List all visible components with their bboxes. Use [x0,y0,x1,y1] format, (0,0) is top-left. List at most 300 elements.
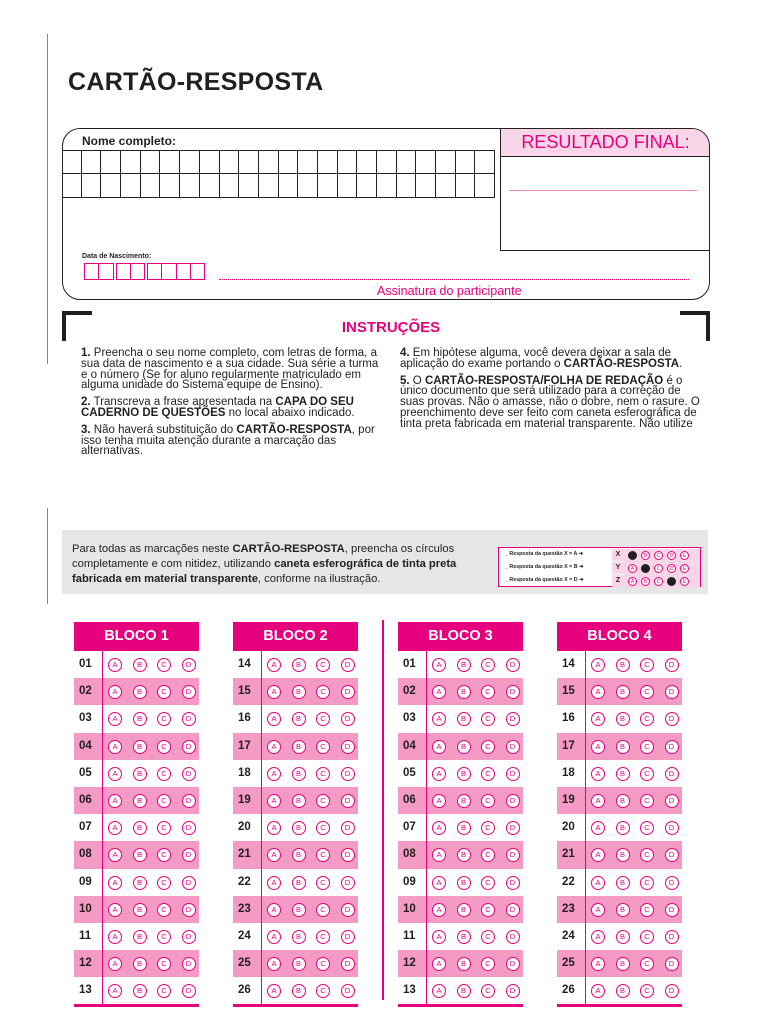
answer-bubble[interactable]: D [341,903,355,917]
answer-bubble[interactable]: A [591,930,605,944]
answer-bubble[interactable]: B [292,767,306,781]
answer-bubble[interactable]: C [481,957,495,971]
answer-bubble[interactable]: C [640,930,654,944]
question-number: 24 [238,929,251,942]
answer-bubble[interactable]: C [640,957,654,971]
answer-bubble[interactable]: A [591,848,605,862]
answer-bubble[interactable]: B [457,794,471,808]
name-cell[interactable] [239,150,259,174]
answer-bubble[interactable]: D [665,685,679,699]
answer-bubble[interactable]: C [316,685,330,699]
answer-bubble[interactable]: B [616,848,630,862]
answer-bubble[interactable]: D [341,930,355,944]
answer-bubble[interactable]: D [665,794,679,808]
name-cell[interactable] [220,174,240,198]
answer-bubble[interactable]: A [267,957,281,971]
answer-bubble[interactable]: D [665,984,679,998]
answer-bubble[interactable]: B [616,930,630,944]
answer-bubble[interactable]: D [665,740,679,754]
answer-bubble[interactable]: D [665,903,679,917]
answer-bubble[interactable]: B [457,903,471,917]
question-number: 09 [79,875,92,888]
answer-bubble[interactable]: C [640,658,654,672]
answer-bubble[interactable]: A [432,903,446,917]
question-row [557,678,682,705]
name-cell[interactable] [456,174,476,198]
answer-bubble[interactable]: A [267,876,281,890]
answer-bubble[interactable]: A [591,821,605,835]
name-cell[interactable] [82,150,102,174]
question-number: 16 [562,712,575,725]
name-cell[interactable] [397,174,417,198]
answer-bubble[interactable]: D [506,848,520,862]
answer-bubble[interactable]: D [506,984,520,998]
answer-bubble[interactable]: D [506,767,520,781]
answer-bubble[interactable]: B [616,821,630,835]
answer-bubble[interactable]: D [341,712,355,726]
answer-bubble[interactable]: C [640,685,654,699]
name-cell[interactable] [377,150,397,174]
name-cell[interactable] [298,174,318,198]
answer-bubble[interactable]: B [616,685,630,699]
instructions-right [400,348,705,436]
name-cell[interactable] [436,174,456,198]
answer-bubble[interactable]: D [182,794,196,808]
answer-bubble[interactable]: C [157,903,171,917]
answer-bubble[interactable]: A [591,876,605,890]
answer-bubble[interactable]: C [481,794,495,808]
question-row [233,733,358,760]
answer-bubble[interactable]: A [267,685,281,699]
answer-bubble[interactable]: C [640,712,654,726]
answer-bubble[interactable]: D [506,685,520,699]
example-bubble: E [680,564,689,573]
question-number: 05 [79,766,92,779]
answer-bubble[interactable]: B [457,712,471,726]
answer-bubble[interactable]: C [481,685,495,699]
answer-bubble[interactable]: D [182,903,196,917]
answer-bubble[interactable]: A [267,984,281,998]
name-cell[interactable] [318,150,338,174]
answer-bubble[interactable]: D [665,767,679,781]
answer-bubble[interactable]: C [481,740,495,754]
answer-bubble[interactable]: B [457,848,471,862]
answer-bubble[interactable]: D [665,821,679,835]
dob-grid[interactable] [84,263,204,280]
answer-bubble[interactable]: C [157,848,171,862]
answer-bubble[interactable]: C [157,740,171,754]
question-row [233,841,358,868]
answer-bubble[interactable]: D [341,848,355,862]
answer-bubble[interactable]: D [182,930,196,944]
question-number: 04 [79,739,92,752]
answer-bubble[interactable]: A [108,740,122,754]
answer-bubble[interactable]: B [616,767,630,781]
answer-bubble[interactable]: A [267,821,281,835]
name-cell[interactable] [279,174,299,198]
answer-bubble[interactable]: B [616,876,630,890]
name-cell[interactable] [220,150,240,174]
answer-bubble[interactable]: C [316,957,330,971]
answer-bubble[interactable]: A [108,685,122,699]
dob-cell[interactable] [84,263,99,280]
answer-bubble[interactable]: A [108,984,122,998]
answer-bubble[interactable]: B [133,794,147,808]
answer-bubble[interactable]: B [292,930,306,944]
answer-bubble[interactable]: D [341,821,355,835]
answer-bubble[interactable]: C [157,957,171,971]
signature-line[interactable] [219,279,689,280]
answer-bubble[interactable]: D [665,658,679,672]
answer-bubble[interactable]: D [341,740,355,754]
answer-bubble[interactable]: C [640,876,654,890]
answer-bubble[interactable]: C [316,767,330,781]
answer-bubble[interactable]: C [640,848,654,862]
answer-bubble[interactable]: C [481,848,495,862]
answer-bubble[interactable]: B [616,957,630,971]
name-cell[interactable] [141,150,161,174]
answer-bubble[interactable]: A [267,740,281,754]
answer-bubble[interactable]: A [108,767,122,781]
answer-bubble[interactable]: D [182,658,196,672]
answer-bubble[interactable]: A [432,794,446,808]
name-cell[interactable] [180,174,200,198]
answer-bubble[interactable]: C [157,767,171,781]
name-cell[interactable] [475,150,495,174]
dob-cell[interactable] [147,263,162,280]
name-cell[interactable] [101,150,121,174]
answer-bubble[interactable]: B [133,712,147,726]
name-cell[interactable] [456,150,476,174]
name-cell[interactable] [338,174,358,198]
name-cell[interactable] [377,174,397,198]
question-number: 16 [238,712,251,725]
name-cell[interactable] [200,174,220,198]
answer-bubble[interactable]: B [133,957,147,971]
question-row [74,651,199,678]
answer-bubble[interactable]: B [292,740,306,754]
dob-cell[interactable] [176,263,191,280]
answer-bubble[interactable]: A [432,876,446,890]
answer-bubble[interactable]: A [267,848,281,862]
answer-bubble[interactable]: A [432,957,446,971]
name-cell[interactable] [436,150,456,174]
answer-bubble[interactable]: D [506,794,520,808]
answer-bubble[interactable]: C [481,930,495,944]
result-line[interactable] [509,190,697,191]
answer-bubble[interactable]: B [457,957,471,971]
question-row [398,977,523,1004]
answer-bubble[interactable]: B [292,876,306,890]
answer-bubble[interactable]: C [316,658,330,672]
answer-bubble[interactable]: C [481,903,495,917]
signature-label: Assinatura do participante [377,284,522,298]
answer-bubble[interactable]: D [665,876,679,890]
answer-bubble[interactable]: B [616,712,630,726]
name-cell[interactable] [62,150,82,174]
answer-bubble[interactable]: D [506,930,520,944]
answer-bubble[interactable]: D [506,821,520,835]
answer-bubble[interactable]: A [267,712,281,726]
answer-bubble[interactable]: C [316,848,330,862]
answer-bubble[interactable]: D [182,740,196,754]
margin-line [47,508,48,604]
name-cell[interactable] [82,174,102,198]
answer-bubble[interactable]: D [341,767,355,781]
answer-bubble[interactable]: C [157,876,171,890]
question-number: 20 [562,821,575,834]
answer-bubble[interactable]: D [341,794,355,808]
answer-bubble[interactable]: C [157,930,171,944]
answer-bubble[interactable]: A [591,903,605,917]
question-row [398,678,523,705]
answer-bubble[interactable]: A [591,740,605,754]
answer-bubble[interactable]: A [591,767,605,781]
answer-bubble[interactable]: B [457,930,471,944]
answer-bubble[interactable]: D [665,712,679,726]
question-number: 09 [403,875,416,888]
answer-bubble[interactable]: B [133,930,147,944]
name-cell[interactable] [62,174,82,198]
question-row [398,651,523,678]
answer-bubble[interactable]: C [157,712,171,726]
answer-bubble[interactable]: B [292,821,306,835]
example-row [499,575,700,588]
name-cell[interactable] [357,174,377,198]
answer-bubble[interactable]: D [341,984,355,998]
name-cell[interactable] [279,150,299,174]
answer-bubble[interactable]: A [591,984,605,998]
answer-bubble[interactable]: C [481,876,495,890]
answer-bubble[interactable]: C [316,740,330,754]
answer-bubble[interactable]: B [292,685,306,699]
dob-label: Data de Nascimento: [82,253,152,260]
answer-bubble[interactable]: A [591,794,605,808]
name-cell[interactable] [259,150,279,174]
answer-bubble[interactable]: A [432,930,446,944]
name-grid[interactable] [62,150,495,198]
note-text: Para todas as marcações neste CARTÃO-RESPOSTA, preencha os círculos completamente e com nitidez, utilizando caneta esferográfica de tinta preta fabricada em material transparente, conforme na ilustração. [72,543,457,585]
answer-bubble[interactable]: B [292,848,306,862]
answer-bubble[interactable]: B [292,658,306,672]
dob-cell[interactable] [130,263,145,280]
answer-bubble[interactable]: B [457,740,471,754]
answer-bubble[interactable]: A [108,957,122,971]
answer-bubble[interactable]: D [506,957,520,971]
name-cell[interactable] [416,174,436,198]
answer-bubble[interactable]: D [182,712,196,726]
answer-bubble[interactable]: D [506,658,520,672]
answer-bubble[interactable]: A [432,984,446,998]
name-cell[interactable] [259,174,279,198]
answer-bubble[interactable]: C [157,984,171,998]
answer-bubble[interactable]: B [457,767,471,781]
answer-bubble[interactable]: C [316,984,330,998]
answer-bubble[interactable]: C [157,794,171,808]
answer-bubble[interactable]: A [267,930,281,944]
answer-bubble[interactable]: B [616,658,630,672]
answer-bubble[interactable]: D [341,957,355,971]
question-row [398,787,523,814]
answer-bubble[interactable]: B [457,876,471,890]
block-title: BLOCO 3 [398,622,523,651]
name-cell[interactable] [160,150,180,174]
answer-bubble[interactable]: B [457,821,471,835]
answer-bubble[interactable]: B [292,712,306,726]
answer-bubble[interactable]: B [133,984,147,998]
name-cell[interactable] [318,174,338,198]
name-cell[interactable] [338,150,358,174]
answer-bubble[interactable]: D [182,957,196,971]
answer-bubble[interactable]: D [182,821,196,835]
answer-bubble[interactable]: B [616,984,630,998]
answer-bubble[interactable]: C [316,821,330,835]
example-label: _ Resposta da questão X = A ➜ [505,551,584,557]
answer-bubble[interactable]: A [267,658,281,672]
answer-bubble[interactable]: A [432,685,446,699]
answer-bubble[interactable]: D [506,876,520,890]
answer-bubble[interactable]: C [640,984,654,998]
answer-bubble[interactable]: A [591,957,605,971]
answer-bubble[interactable]: A [108,658,122,672]
dob-cell[interactable] [161,263,176,280]
name-cell[interactable] [298,150,318,174]
answer-bubble[interactable]: B [616,740,630,754]
answer-bubble[interactable]: A [591,712,605,726]
answer-bubble[interactable]: C [157,821,171,835]
answer-bubble[interactable]: D [182,876,196,890]
dob-cell[interactable] [116,263,131,280]
answer-bubble[interactable]: D [665,930,679,944]
answer-bubble[interactable]: D [182,767,196,781]
answer-bubble[interactable]: B [457,984,471,998]
answer-bubble[interactable]: A [432,658,446,672]
corner-bracket-right [680,311,710,341]
answer-bubble[interactable]: B [292,903,306,917]
answer-bubble[interactable]: C [640,821,654,835]
answer-bubble[interactable]: D [665,957,679,971]
answer-bubble[interactable]: B [292,794,306,808]
name-cell[interactable] [160,174,180,198]
answer-bubble[interactable]: C [157,658,171,672]
answer-bubble[interactable]: A [108,876,122,890]
answer-bubble[interactable]: A [108,794,122,808]
answer-bubble[interactable]: D [506,903,520,917]
answer-bubble[interactable]: C [316,794,330,808]
answer-bubble[interactable]: C [481,712,495,726]
question-number: 08 [79,848,92,861]
answer-bubble[interactable]: C [640,903,654,917]
answer-bubble[interactable]: B [133,903,147,917]
answer-bubble[interactable]: A [108,930,122,944]
answer-bubble[interactable]: C [316,876,330,890]
question-number: 22 [562,875,575,888]
answer-bubble[interactable]: A [267,903,281,917]
answer-bubble[interactable]: B [133,658,147,672]
answer-bubble[interactable]: A [432,848,446,862]
answer-bubble[interactable]: B [457,685,471,699]
question-row [398,950,523,977]
answer-bubble[interactable]: D [341,685,355,699]
answer-bubble[interactable]: D [506,712,520,726]
name-cell[interactable] [180,150,200,174]
example-bubble: D [667,564,676,573]
answer-bubble[interactable]: A [432,821,446,835]
answer-bubble[interactable]: C [640,740,654,754]
name-cell[interactable] [416,150,436,174]
answer-bubble[interactable]: B [616,794,630,808]
name-cell[interactable] [101,174,121,198]
answer-bubble[interactable]: C [316,712,330,726]
answer-bubble[interactable]: B [457,658,471,672]
example-row [499,549,700,562]
answer-bubble[interactable]: D [341,876,355,890]
answer-bubble[interactable]: D [665,848,679,862]
answer-bubble[interactable]: B [133,848,147,862]
answer-bubble[interactable]: A [432,712,446,726]
answer-bubble[interactable]: B [616,903,630,917]
question-number: 18 [238,766,251,779]
dob-cell[interactable] [190,263,205,280]
name-cell[interactable] [141,174,161,198]
answer-bubble[interactable]: D [506,740,520,754]
answer-bubble[interactable]: A [108,903,122,917]
answer-bubble[interactable]: C [316,930,330,944]
answer-bubble[interactable]: A [108,821,122,835]
answer-bubble[interactable]: A [432,740,446,754]
answer-bubble[interactable]: B [292,957,306,971]
answer-bubble[interactable]: C [157,685,171,699]
answer-bubble[interactable]: D [341,658,355,672]
answer-bubble[interactable]: B [133,740,147,754]
name-cell[interactable] [239,174,259,198]
answer-bubble[interactable]: C [481,821,495,835]
answer-bubble[interactable]: A [108,712,122,726]
answer-bubble[interactable]: C [481,984,495,998]
name-cell[interactable] [475,174,495,198]
name-cell[interactable] [357,150,377,174]
answer-bubble[interactable]: D [182,848,196,862]
answer-bubble[interactable]: B [133,767,147,781]
answer-bubble[interactable]: A [591,658,605,672]
answer-bubble[interactable]: B [133,685,147,699]
question-number: 13 [79,984,92,997]
answer-bubble[interactable]: C [640,767,654,781]
answer-bubble[interactable]: D [182,685,196,699]
answer-bubble[interactable]: A [108,848,122,862]
question-number: 15 [562,685,575,698]
answer-bubble[interactable]: C [481,658,495,672]
answer-bubble[interactable]: A [432,767,446,781]
question-number: 11 [79,929,92,942]
answer-bubble[interactable]: A [267,767,281,781]
answer-bubble[interactable]: C [640,794,654,808]
answer-bubble[interactable]: B [292,984,306,998]
answer-bubble[interactable]: D [182,984,196,998]
name-cell[interactable] [397,150,417,174]
answer-bubble[interactable]: C [316,903,330,917]
dob-cell[interactable] [98,263,113,280]
answer-bubble[interactable]: A [591,685,605,699]
question-number: 14 [238,658,251,670]
answer-bubble[interactable]: A [267,794,281,808]
answer-bubble[interactable]: B [133,876,147,890]
name-cell[interactable] [121,150,141,174]
answer-bubble[interactable]: C [481,767,495,781]
name-cell[interactable] [200,150,220,174]
name-cell[interactable] [121,174,141,198]
answer-bubble[interactable]: B [133,821,147,835]
